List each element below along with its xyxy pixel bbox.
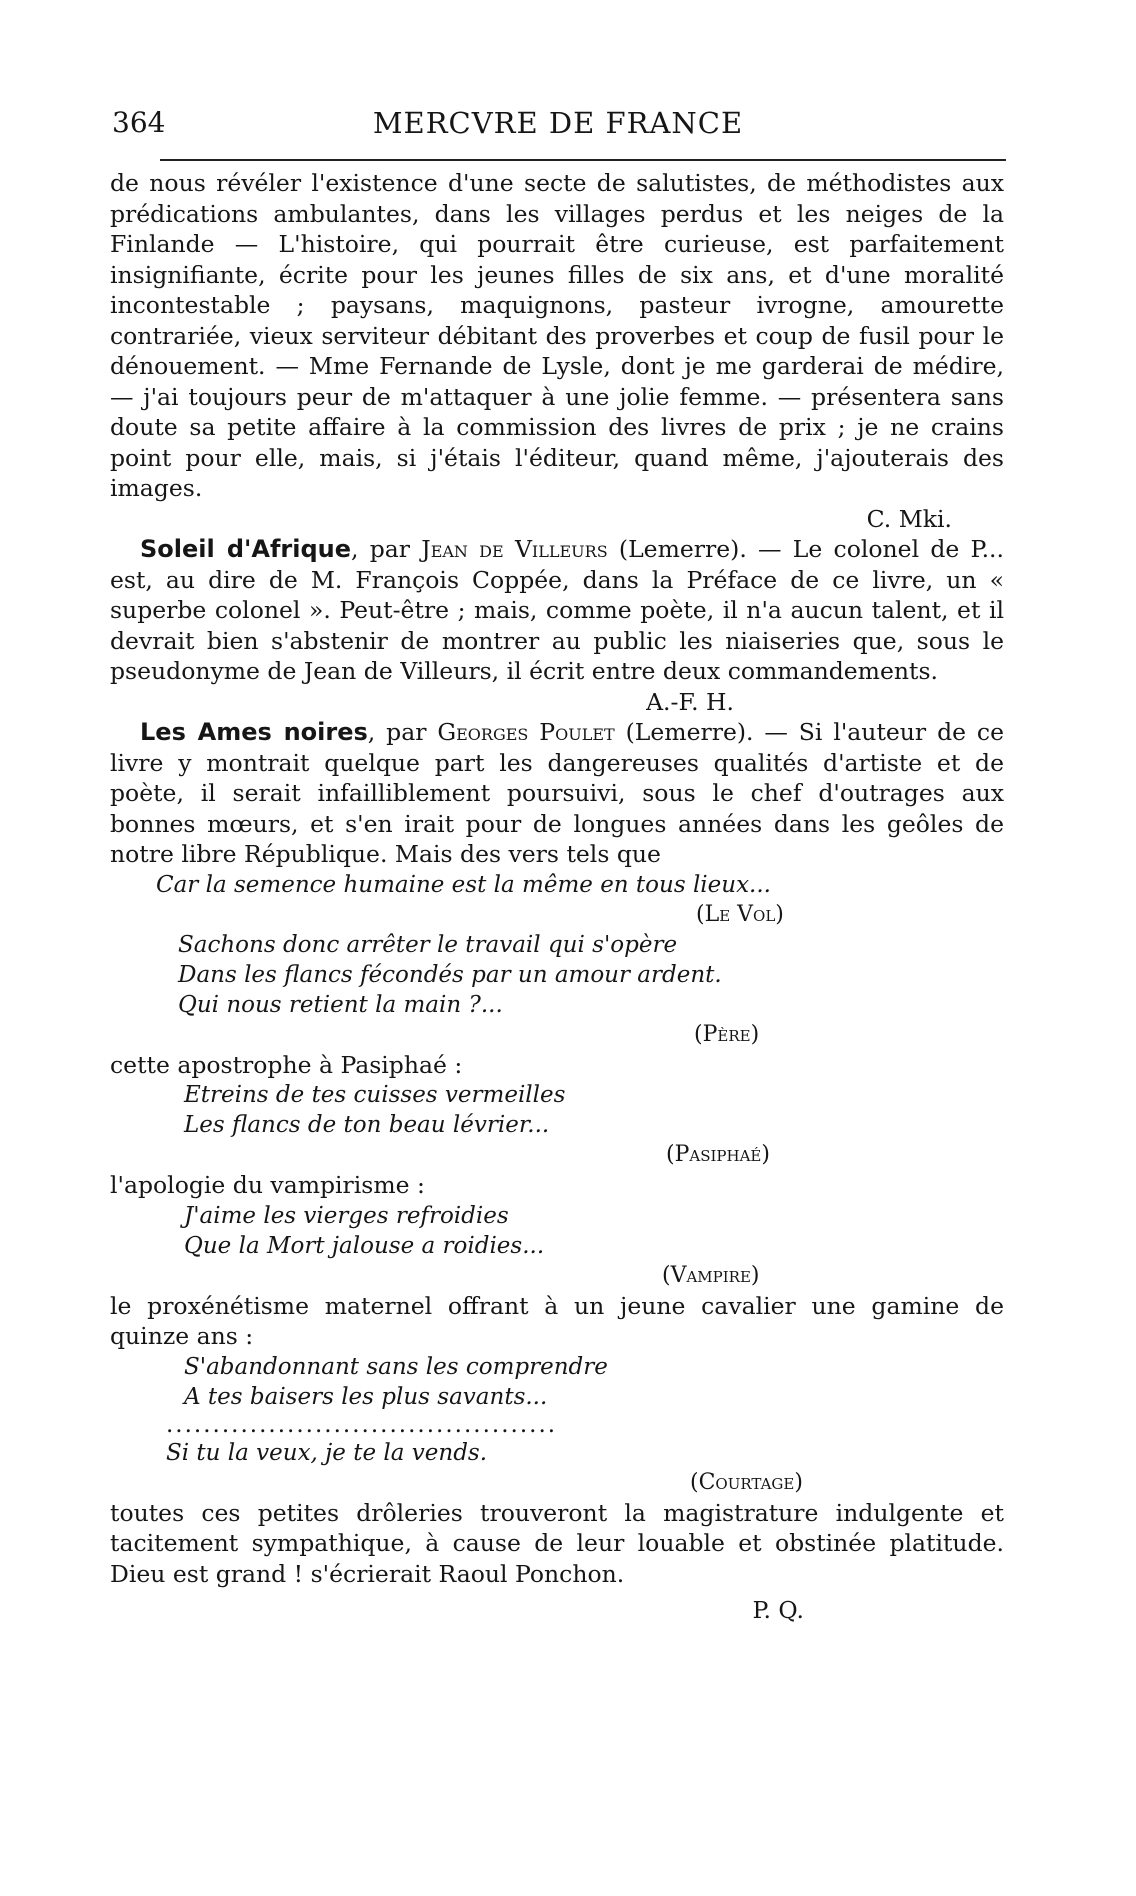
header-rule — [160, 159, 1006, 161]
page-header — [112, 106, 1004, 146]
review2-title: Soleil d'Afrique — [140, 535, 352, 563]
verse-line: A tes baisers les plus savants... — [184, 1383, 548, 1410]
verse-line: Si tu la veux, je te la vends. — [166, 1439, 488, 1466]
ellipsis-line: .......................................... — [166, 1411, 558, 1438]
verse-source: (Vampire) — [662, 1262, 760, 1288]
review2-signature: A.-F. H. — [646, 687, 734, 716]
review2-paragraph — [110, 534, 1004, 687]
page-body — [110, 168, 1004, 1626]
review3-author: Georges Poulet — [437, 718, 615, 746]
verse-intro: cette apostrophe à Pasiphaé : — [110, 1050, 463, 1079]
verse-line: Dans les flancs fécondés par un amour ardent. — [178, 961, 722, 988]
verse-line: Car la semence humaine est la même en tous lieux... — [156, 871, 771, 898]
review1-text: de nous révéler l'existence d'une secte de salutistes, de méthodistes aux prédications ambulantes, dans les villages perdus et les neiges de la Finlande — L'histoire, qui pourrait être curieuse, est parfaitement insignifiante, écrite pour les jeunes filles de six ans, et d'une moralité incontestable ; paysans, maquignons, pasteur ivrogne, amourette contrariée, vieux serviteur débitant des proverbes et coup de fusil pour le dénouement. — Mme Fernande de Lysle, dont je me garderai de médire, — j'ai toujours peur de m'attaquer à une jolie femme. — présentera sans doute sa petite affaire à la commission des livres de prix ; je ne crains point pour elle, mais, si j'étais l'éditeur, quand même, j'ajouterais des images. — [110, 169, 1004, 502]
review3-paragraph — [110, 717, 1004, 870]
verse-line: Sachons donc arrêter le travail qui s'opère — [178, 931, 678, 958]
review1-signature: C. Mki. — [866, 504, 952, 533]
verse-line: Que la Mort jalouse a roidies... — [184, 1232, 545, 1259]
page-number: 364 — [112, 106, 166, 139]
review2-author: Jean de Villeurs — [421, 535, 608, 563]
verse-intro: le proxénétisme maternel offrant à un jeune cavalier une gamine de quinze ans : — [110, 1291, 1004, 1350]
review3-signature: P. Q. — [752, 1596, 804, 1624]
verse-source: (Le Vol) — [696, 901, 784, 927]
verse-source: (Courtage) — [690, 1469, 803, 1495]
review2-text: (Lemerre). — Le colonel de P... est, au dire de M. François Coppée, dans la Préface de ce livre, un « superbe colonel ». Peut-être ; mais, comme poète, il n'a aucun talent, et il devrait bien s'abstenir de montrer au public les niaiseries que, sous le pseudonyme de Jean de Villeurs, il écrit entre deux commandements. — [110, 535, 1004, 685]
running-title: MERCVRE DE FRANCE — [372, 106, 744, 140]
review3-text: (Lemerre). — Si l'auteur de ce livre y montrait quelque part les dangereuses qualités d'artiste et de poète, il serait infailliblement poursuivi, sous le chef d'outrages aux bonnes mœurs, et s'en irait pour de longues années dans les geôles de notre libre République. Mais des vers tels que — [110, 718, 1004, 868]
verse-line: J'aime les vierges refroidies — [184, 1202, 509, 1229]
review3-title: Les Ames noires — [140, 718, 368, 746]
verse-source: (Père) — [694, 1021, 760, 1047]
verse-intro: l'apologie du vampirisme : — [110, 1171, 425, 1199]
review2-by: , par — [351, 535, 422, 563]
verse-line: Qui nous retient la main ?... — [178, 991, 503, 1018]
verse-line: S'abandonnant sans les comprendre — [184, 1353, 608, 1380]
verse-line: Etreins de tes cuisses vermeilles — [184, 1082, 566, 1108]
review3-closing: toutes ces petites drôleries trouveront la magistrature indulgente et tacitement sympathique, à cause de leur louable et obstinée platitude. Dieu est grand ! s'écrierait Raoul Ponchon. — [110, 1498, 1004, 1588]
review3-by: , par — [367, 718, 438, 746]
verse-source: (Pasiphaé) — [666, 1142, 770, 1167]
verse-line: Les flancs de ton beau lévrier... — [184, 1112, 550, 1138]
